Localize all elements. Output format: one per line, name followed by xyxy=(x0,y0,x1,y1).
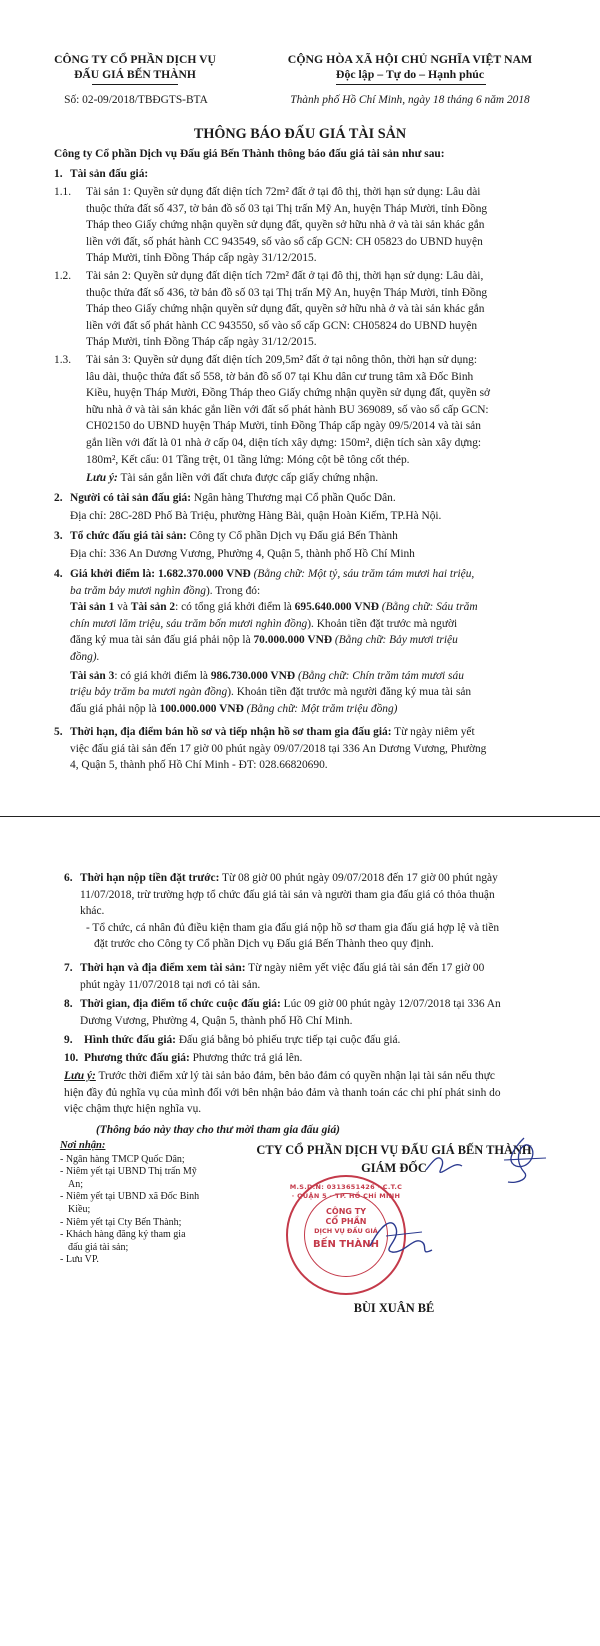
asset-1-label: Tài sản 1 xyxy=(70,601,115,614)
section-2-text: Ngân hàng Thương mại Cổ phần Quốc Dân. xyxy=(191,492,396,504)
note-2 xyxy=(64,1068,570,1118)
recipient-item: - Niêm yết tại Cty Bến Thành; xyxy=(60,1216,182,1228)
s10-text: Phương thức trả giá lên. xyxy=(189,1052,303,1064)
issuer-underline xyxy=(92,84,178,85)
nation-motto: Độc lập – Tự do – Hạnh phúc xyxy=(335,67,485,81)
s6-line-3: khác. xyxy=(80,905,105,918)
asset-1-2-price: 695.640.000 VNĐ xyxy=(294,601,379,614)
section-3-text: Công ty Cổ phần Dịch vụ Đấu giá Bến Thành xyxy=(186,530,398,542)
starting-price-total: Giá khởi điểm là: 1.682.370.000 VNĐ xyxy=(70,568,251,580)
s4-line-3 xyxy=(70,599,570,616)
s4-line-5 xyxy=(70,632,570,649)
item-1-1-line: liền với đất, số phát hành CC 943549, số vào sổ cấp GCN: CH 05823 do UBND huyện xyxy=(86,235,483,248)
s7-line-1 xyxy=(80,960,570,977)
s8-text: Lúc 09 giờ 00 phút ngày 12/07/2018 tại 336 An xyxy=(280,998,501,1010)
item-1-3-line: Tài sản 3: Quyền sử dụng đất diện tích 209,5m² đất ở tại nông thôn, thời hạn sử dụng: xyxy=(86,354,477,366)
section-3-line xyxy=(70,528,570,545)
section-7-heading: Thời hạn và địa điểm xem tài sản: xyxy=(80,962,246,974)
section-8-body xyxy=(80,996,570,1029)
note-1 xyxy=(86,470,378,487)
signature-position: GIÁM ĐỐC xyxy=(361,1161,427,1175)
item-1-2-line: Tháp Mười, tỉnh Đồng Tháp cấp ngày 31/12/2015. xyxy=(86,336,317,349)
motto-underline xyxy=(336,84,486,85)
seal-text-company: CÔNG TY xyxy=(326,1207,366,1216)
asset-3-price: 986.730.000 VNĐ xyxy=(210,669,296,682)
s5-line-3: 4, Quận 5, thành phố Hồ Chí Minh - ĐT: 028.66820690. xyxy=(70,759,328,772)
item-1-1-line: Tài sản 1: Quyền sử dụng đất diện tích 72m² đất ở tại đô thị, thời hạn sử dụng: Lâu dài xyxy=(86,186,481,198)
section-2-line xyxy=(70,490,570,507)
section-8-heading: Thời gian, địa điểm tổ chức cuộc đấu giá: xyxy=(80,998,281,1010)
section-4-body xyxy=(70,566,570,717)
s4-line-6: đồng). xyxy=(70,650,100,663)
director-signature xyxy=(362,1206,442,1266)
asset-2-label: Tài sản 2 xyxy=(130,601,176,614)
s4-and: và xyxy=(114,601,131,614)
s5-text: Từ ngày niêm yết xyxy=(391,726,475,738)
nation-title: CỘNG HÒA XÃ HỘI CHỦ NGHĨA VIỆT NAM xyxy=(287,52,533,66)
page-break-line xyxy=(0,816,600,817)
issuer-block xyxy=(40,52,230,82)
asset-1-2-price-words-cont: chín mươi lăm triệu, sáu trăm bốn mươi nghìn đồng xyxy=(70,617,308,630)
replace-invitation-note: (Thông báo này thay cho thư mời tham gia đấu giá) xyxy=(96,1124,340,1136)
note-2-label: Lưu ý: xyxy=(64,1070,96,1082)
s4-line-9 xyxy=(70,701,570,718)
s4-text: : có tổng giá khởi điểm là xyxy=(175,601,295,614)
asset-3-price-words-cont: triệu bảy trăm ba mươi ngàn đồng xyxy=(70,686,228,699)
director-initial-mark xyxy=(412,1132,552,1192)
s6-line-5: đặt trước cho Công ty Cổ phần Dịch vụ Đấu giá Bến Thành theo quy định. xyxy=(94,938,434,951)
recipient-item: - Niêm yết tại UBND xã Đốc Binh xyxy=(60,1191,200,1203)
signer-name: BÙI XUÂN BÉ xyxy=(353,1301,435,1315)
recipient-item: Kiều; xyxy=(68,1203,91,1215)
item-1-3-line: hữu nhà ở và tài sản khác gắn liền với đất số phát hành BU 369089, số vào sổ cấp GCN: xyxy=(86,403,489,416)
item-1-3-line: lâu dài, thuộc thửa đất số 558, tờ bản đồ số 07 tại Khu dân cư trung tâm xã Đốc Binh xyxy=(86,370,474,383)
section-7-number: 7. xyxy=(64,962,73,974)
asset-1-2-price-words: (Bằng chữ: Sáu trăm xyxy=(378,601,478,614)
s5-line-2: việc đấu giá tài sản đến 17 giờ 00 phút ngày 09/07/2018 tại 336 An Dương Vương, Phường xyxy=(70,742,487,755)
item-1-3-number: 1.3. xyxy=(54,354,72,366)
s4-text: : có giá khởi điểm là xyxy=(114,669,211,682)
section-2-number: 2. xyxy=(54,492,63,504)
item-1-2-line: thuộc thửa đất số 436, tờ bản đồ số 03 tại Thị trấn Mỹ An, huyện Tháp Mười, tỉnh Đồng xyxy=(86,286,488,299)
section-9-heading: Hình thức đấu giá: xyxy=(84,1034,176,1046)
recipient-item: - Lưu VP. xyxy=(60,1254,99,1266)
place-and-date: Thành phố Hồ Chí Minh, ngày 18 tháng 6 năm 2018 xyxy=(290,94,530,106)
s4-text: ). Khoản tiền đặt trước mà người xyxy=(307,617,458,630)
s4-line-1 xyxy=(70,566,570,583)
recipients-title: Nơi nhận: xyxy=(60,1140,106,1151)
item-1-2-number: 1.2. xyxy=(54,270,72,282)
section-10-body xyxy=(84,1050,574,1067)
asset-3-deposit: 100.000.000 VNĐ xyxy=(159,702,244,715)
s4-text: đăng ký mua tài sản đấu giá phải nộp là xyxy=(70,634,254,647)
s4-line-2-rest: ). Trong đó: xyxy=(206,584,261,597)
s7-line-2: phút ngày 11/07/2018 tại nơi có tài sản. xyxy=(80,978,261,991)
note-2-text: Trước thời điểm xử lý tài sản bảo đảm, bên bảo đảm có quyền nhận lại tài sản nếu thực xyxy=(95,1070,495,1082)
company-name-line1: CÔNG TY CỔ PHẦN DỊCH VỤ xyxy=(54,53,216,66)
recipient-item: - Khách hàng đăng ký tham gia xyxy=(60,1229,186,1241)
item-1-1-number: 1.1. xyxy=(54,186,72,198)
seal-text-joint-stock: CỔ PHẦN xyxy=(325,1217,367,1226)
s4-line-2 xyxy=(70,583,570,600)
s8-line-2: Dương Vương, Phường 4, Quận 5, thành phố Hồ Chí Minh. xyxy=(80,1014,353,1027)
seal-ring-text: M.S.D.N: 0313651426 · C.T.C · QUẬN 5 - TP. HỒ CHÍ MINH xyxy=(289,1183,403,1200)
s6-line-2: 11/07/2018, trừ trường hợp tổ chức đấu giá tài sản và người tham gia đấu giá có thỏa thuận xyxy=(80,888,495,901)
item-1-3-line: Kiều, huyện Tháp Mười, Đồng Tháp theo Giấy chứng nhận quyền sử dụng đất, quyền sở xyxy=(86,387,491,400)
asset-3-label: Tài sản 3 xyxy=(70,669,115,682)
section-5-body xyxy=(70,724,570,774)
note-2-line-2: hiện đầy đủ nghĩa vụ của mình đối với bên nhận bảo đảm và thanh toán các chi phí phát sinh do xyxy=(64,1086,501,1099)
starting-price-words: (Bằng chữ: Một tỷ, sáu trăm tám mươi hai triệu, xyxy=(250,568,475,580)
section-1-heading: Tài sản đấu giá: xyxy=(70,168,149,180)
s6-line-1 xyxy=(80,870,570,887)
section-10-heading: Phương thức đấu giá: xyxy=(84,1052,190,1064)
s7-text: Từ ngày niêm yết việc đấu giá tài sản đến 17 giờ 00 xyxy=(245,962,485,974)
item-1-2-line: liền với đất số phát hành CC 943550, số vào sổ cấp GCN: CH05824 do UBND huyện xyxy=(86,319,478,332)
starting-price-words-cont: ba trăm bảy mươi nghìn đồng xyxy=(70,584,207,597)
section-10-number: 10. xyxy=(64,1052,79,1064)
item-1-3-text xyxy=(86,352,566,468)
s4-text: ). Khoản tiền đặt trước mà người đăng ký mua tài sản xyxy=(227,686,472,699)
s4-line-8 xyxy=(70,684,570,701)
section-6-number: 6. xyxy=(64,872,73,884)
section-6-body xyxy=(80,870,570,953)
item-1-1-line: Tháp theo Giấy chứng nhận quyền sử dụng đất, quyền sở hữu nhà ở và tài sản khác gắn xyxy=(86,219,485,232)
section-7-body xyxy=(80,960,570,993)
recipient-item: - Ngân hàng TMCP Quốc Dân; xyxy=(60,1153,185,1165)
note-2-line-1 xyxy=(64,1068,570,1085)
section-9-number: 9. xyxy=(64,1034,73,1046)
s4-line-4 xyxy=(70,616,570,633)
s5-line-1 xyxy=(70,724,570,741)
recipient-item: - Niêm yết tại UBND Thị trấn Mỹ xyxy=(60,1166,197,1178)
asset-1-2-deposit: 70.000.000 VNĐ xyxy=(253,634,333,647)
section-2-heading: Người có tài sản đấu giá: xyxy=(70,492,192,504)
item-1-3-line: CH02150 do UBND huyện Tháp Mười, tỉnh Đồng Tháp cấp ngày 09/5/2014 và tài sản xyxy=(86,420,481,433)
note-2-line-3: việc chậm thực hiện nghĩa vụ. xyxy=(64,1103,202,1116)
national-motto-block xyxy=(250,52,570,82)
document-number: Số: 02-09/2018/TBĐGTS-BTA xyxy=(64,94,208,106)
item-1-2-text xyxy=(86,268,566,351)
recipient-item: An; xyxy=(68,1178,83,1190)
signature-company: CTY CỔ PHẦN DỊCH VỤ ĐẤU GIÁ BẾN THÀNH xyxy=(256,1143,532,1157)
section-2-address: Địa chỉ: 28C-28D Phố Bà Triệu, phường Hàng Bài, quận Hoàn Kiếm, TP.Hà Nội. xyxy=(70,510,442,522)
section-6-heading: Thời hạn nộp tiền đặt trước: xyxy=(80,872,220,884)
section-5-heading: Thời hạn, địa điểm bán hồ sơ và tiếp nhận hồ sơ tham gia đấu giá: xyxy=(70,726,392,738)
page-title: THÔNG BÁO ĐẤU GIÁ TÀI SẢN xyxy=(193,126,407,142)
recipient-item: đấu giá tài sản; xyxy=(68,1241,129,1253)
section-4-number: 4. xyxy=(54,568,63,580)
note-text: Tài sản gắn liền với đất chưa được cấp giấy chứng nhận. xyxy=(117,472,379,484)
s4-text: đấu giá phải nộp là xyxy=(70,702,160,715)
s8-line-1 xyxy=(80,996,570,1013)
item-1-2-line: Tài sản 2: Quyền sử dụng đất diện tích 72m² đất ở tại đô thị, thời hạn sử dụng: Lâu dài, xyxy=(86,270,484,282)
section-1-number: 1. xyxy=(54,168,63,180)
s9-text: Đấu giá bằng bỏ phiếu trực tiếp tại cuộc đấu giá. xyxy=(175,1034,401,1046)
item-1-3-line: 180m², Kết cấu: 01 Tầng trệt, 01 tầng lửng: Móng cột bê tông cốt thép. xyxy=(86,453,410,466)
item-1-3-line: gắn liền với đất là 01 nhà ở cấp 04, diện tích xây dựng: 150m², diện tích sàn xây dựng: xyxy=(86,436,482,449)
s6-line-4: - Tổ chức, cá nhân đủ điều kiện tham gia đấu giá nộp hồ sơ tham gia đấu giá hợp lệ và tiền xyxy=(86,921,500,934)
item-1-1-line: Tháp Mười, tỉnh Đồng Tháp cấp ngày 31/12/2015. xyxy=(86,252,317,265)
section-3-address: Địa chỉ: 336 An Dương Vương, Phường 4, Quận 5, thành phố Hồ Chí Minh xyxy=(70,548,415,560)
section-3-heading: Tổ chức đấu giá tài sản: xyxy=(70,530,187,542)
seal-text-service: DỊCH VỤ ĐẤU GIÁ xyxy=(314,1227,378,1235)
asset-1-2-deposit-words: (Bằng chữ: Bảy mươi triệu xyxy=(332,634,458,647)
section-3-number: 3. xyxy=(54,530,63,542)
section-9-body xyxy=(84,1032,574,1049)
note-label: Lưu ý: xyxy=(86,472,118,484)
intro-text: Công ty Cổ phần Dịch vụ Đấu giá Bến Thành thông báo đấu giá tài sản như sau: xyxy=(54,148,445,160)
section-8-number: 8. xyxy=(64,998,73,1010)
item-1-1-line: thuộc thửa đất số 437, tờ bản đồ số 03 tại Thị trấn Mỹ An, huyện Tháp Mười, tỉnh Đồng xyxy=(86,202,488,215)
s6-text: Từ 08 giờ 00 phút ngày 09/07/2018 đến 17 giờ 00 phút ngày xyxy=(219,872,498,884)
item-1-2-line: Tháp theo Giấy chứng nhận quyền sử dụng đất, quyền sở hữu nhà ở và tài sản khác gắn xyxy=(86,303,485,316)
asset-3-price-words: (Bằng chữ: Chín trăm tám mươi sáu xyxy=(295,669,464,682)
asset-3-deposit-words: (Bằng chữ: Một trăm triệu đồng) xyxy=(243,702,398,715)
item-1-1-text xyxy=(86,184,566,267)
section-5-number: 5. xyxy=(54,726,63,738)
seal-text-brand: BẾN THÀNH xyxy=(313,1239,379,1250)
s4-line-7 xyxy=(70,668,570,685)
company-name-line2: ĐẤU GIÁ BẾN THÀNH xyxy=(74,68,196,81)
